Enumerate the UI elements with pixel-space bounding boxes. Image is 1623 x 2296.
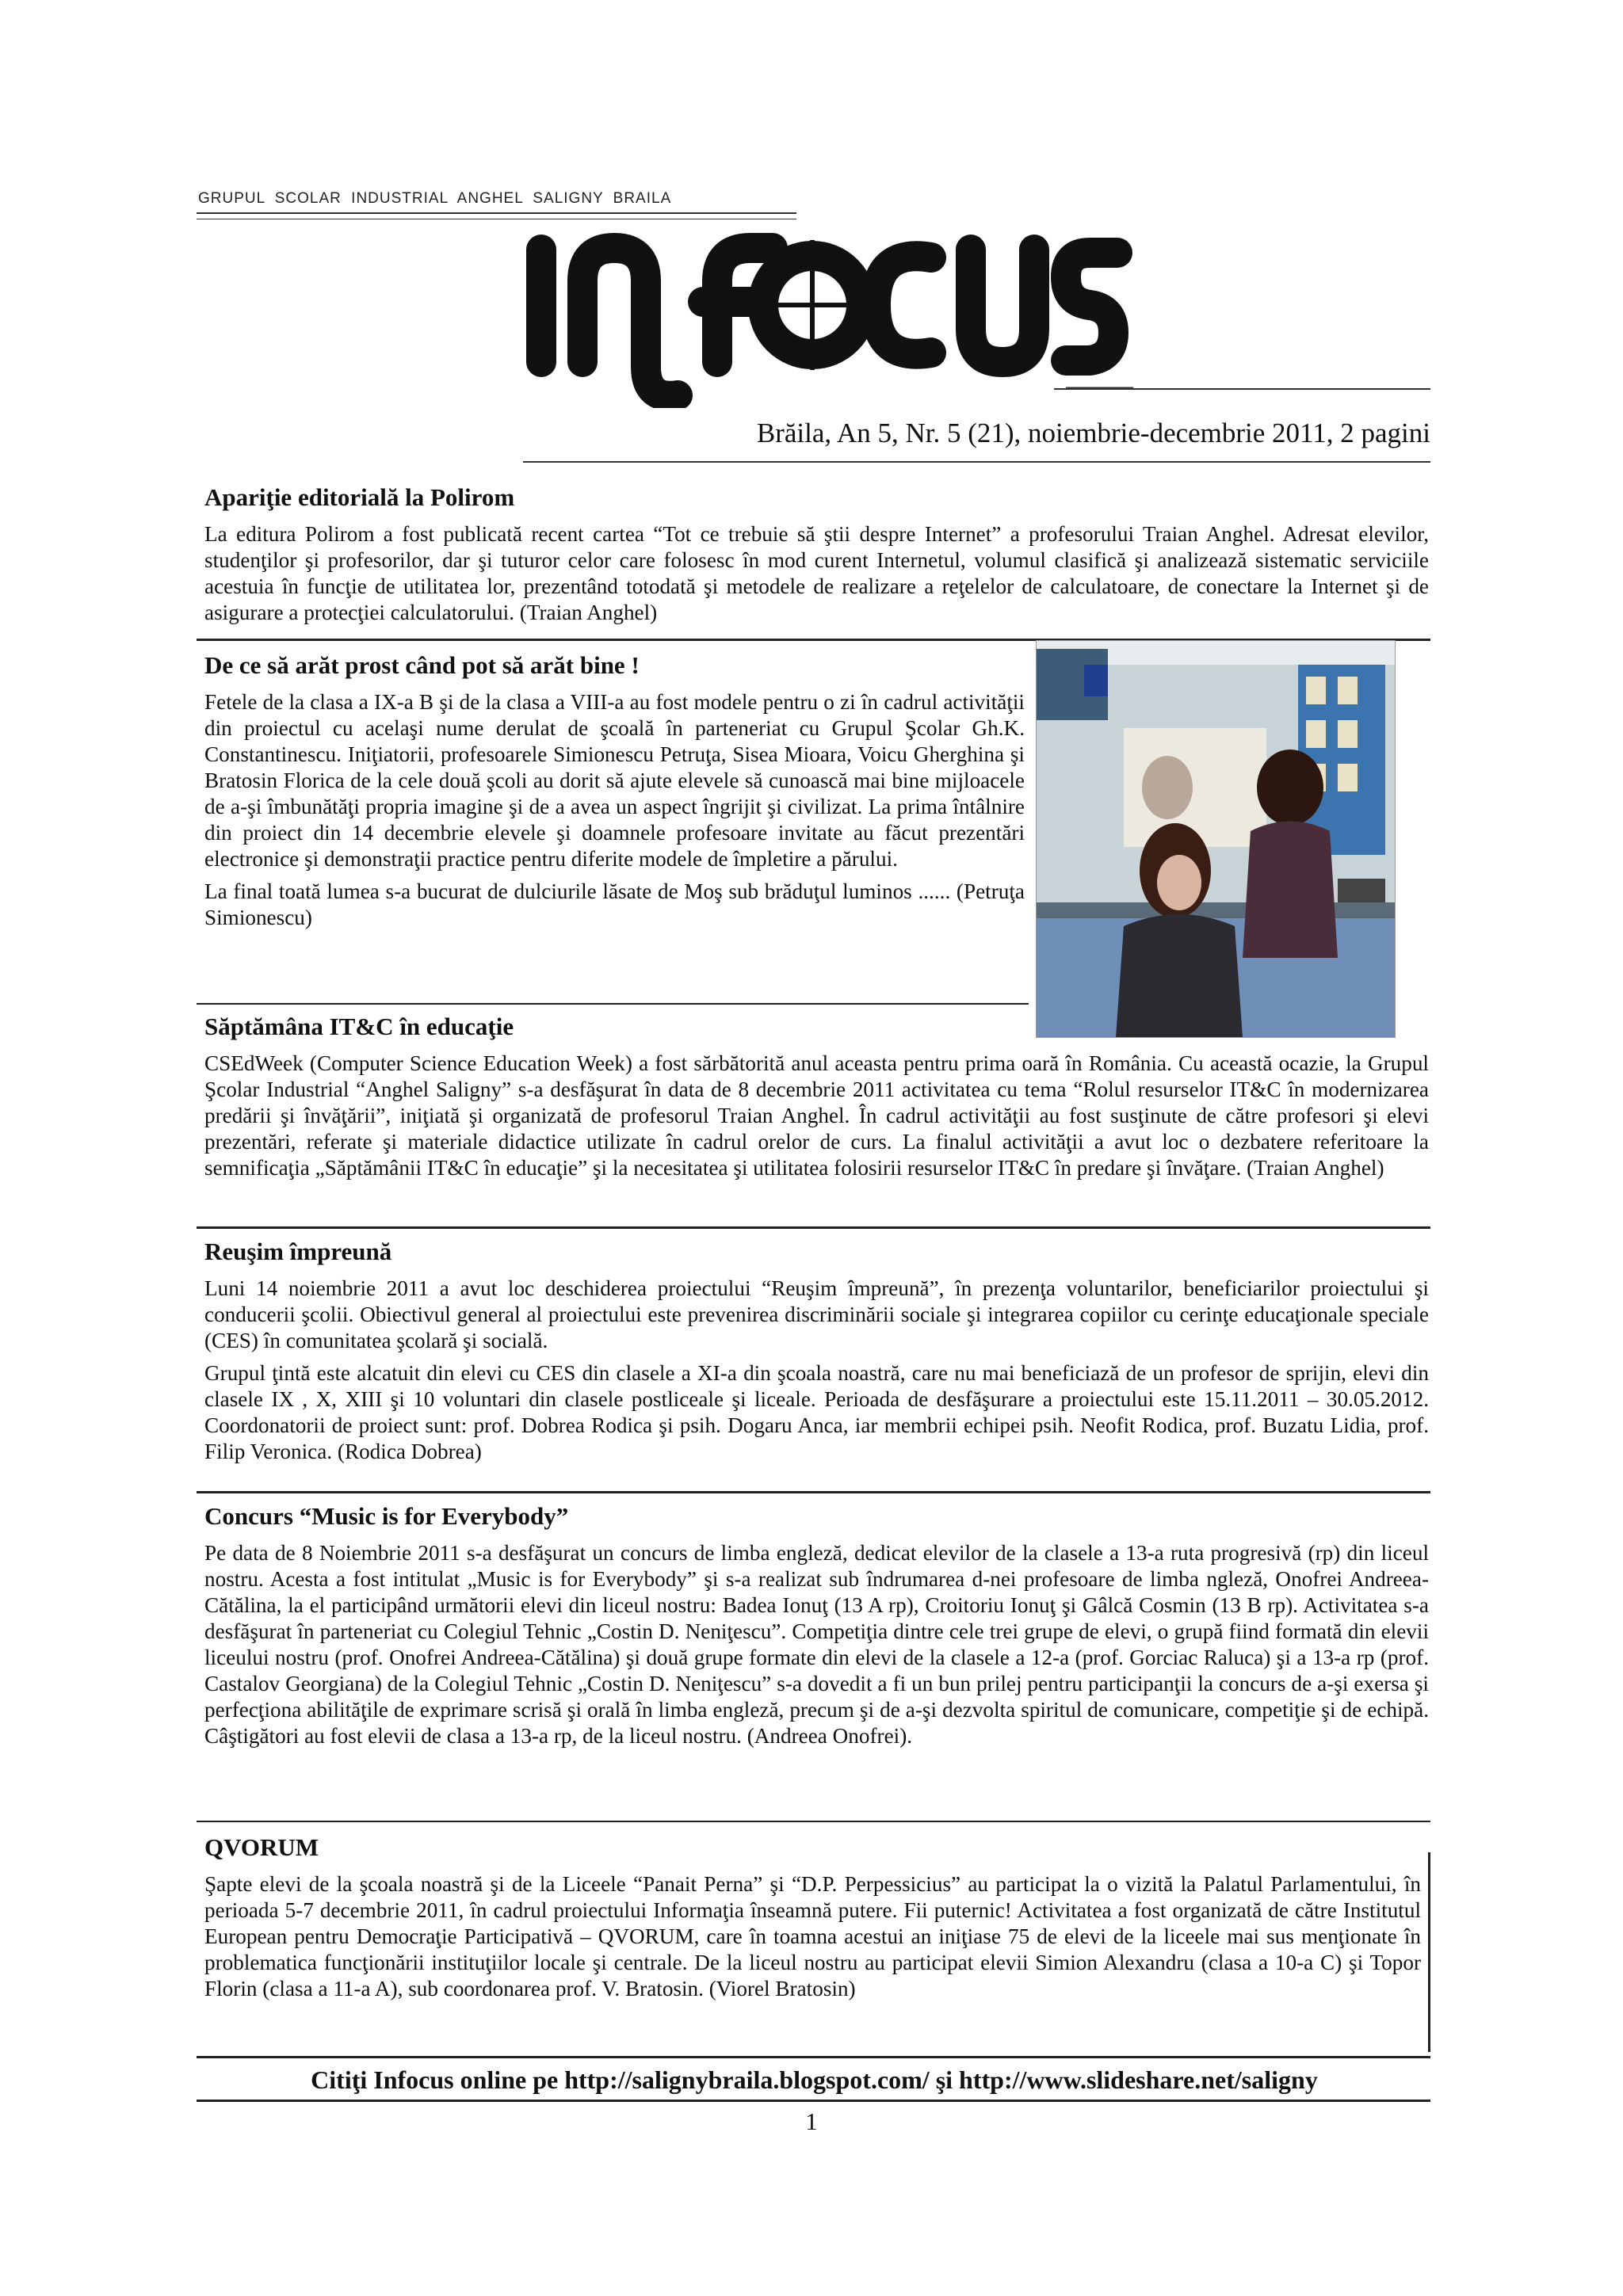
footer-link-line: Citiţi Infocus online pe http://salignybraila.blogspot.com/ şi http://www.slideshare.net/saligny xyxy=(311,2065,1318,2094)
footer-rule-top xyxy=(197,2056,1430,2058)
article-body: Pe data de 8 Noiembrie 2011 s-a desfăşurat un concurs de limba engleză, dedicat elevilor de la clasele a 13-a ruta progresivă (rp) din liceul nostru. Acesta a fost intitulat „Music is for Everybody” şi s-a realizat sub îndrumarea d-nei profesoare de limba ngleză, Onofrei Andreea-Cătălina, la el participând următorii elevi din liceul nostru: Badea Ionuţ (13 A rp), Croitoriu Ionuţ şi Gâlcă Cosmin (13 B rp). Activitatea s-a desfăşurat în parteneriat cu Colegiul Tehnic „Costin D. Neniţescu”. Competiţia dintre cele trei grupe de elevi, o grupă fiind formată din elevii liceului nostru (prof. Onofrei Andreea-Cătălina) şi două grupe formate din elevi de la clasele a 12-a (prof. Gorciac Raluca) şi a 13-a rp (prof. Castalov Georgiana) de la Colegiul Tehnic „Costin D. Neniţescu” s-a dovedit a fi un bun prilej pentru participanţii la concurs de a-şi exersa şi perfecţiona abilităţile de exprimare scrisă şi orală în limba engleză, precum şi de a-şi dezvolta spiritul de comunicare, competiţie şi de echipă. Câştigători au fost elevii de clasa a 13-a rp, de la liceul nostru. (Andreea Onofrei). xyxy=(204,1541,1429,1748)
article-title: De ce să arăt prost când pot să arăt bine ! xyxy=(204,651,640,679)
issue-line: Brăila, An 5, Nr. 5 (21), noiembrie-decembrie 2011, 2 pagini xyxy=(756,418,1430,448)
section-divider xyxy=(197,1491,1430,1493)
issue-rule xyxy=(523,461,1430,463)
classroom-photo xyxy=(1036,640,1396,1038)
article-body: Fetele de la clasa a IX-a B şi de la clasa a VIII-a au fost modele pentru o zi în cadrul activităţii din proiectul cu acelaşi nume derulat de şcoală în parteneriat cu Grupul Şcolar Gh.K. Constantinescu. Iniţiatorii, profesoarele Simionescu Petruţa, Sisea Mioara, Voicu Gherghina şi Bratosin Florica de la cele două şcoli au dorit să ajute elevele să cunoască mai bine mijloacele de a-şi îmbunătăţi propria imagine şi de a avea un aspect îngrijit şi civilizat. La prima întâlnire din proiect din 14 decembrie elevele şi doamnele profesoare invitate au făcut prezentări electronice şi demonstraţii practice pentru diferite modele de împletire a părului. xyxy=(204,690,1025,871)
article-title: Apariţie editorială la Polirom xyxy=(204,483,515,511)
masthead-rule xyxy=(1054,388,1430,390)
article-qvorum xyxy=(204,1833,1421,2002)
article-body: La editura Polirom a fost publicată recent cartea “Tot ce trebuie să ştii despre Internet” a profesorului Traian Anghel. Adresat elevilor, studenţilor şi profesorilor, dar şi tuturor celor care folosesc în mod curent Internetul, volumul clasifică şi analizează sistematic serviciile acestuia în funcţie de utilitatea lor, prezentând totodată şi metodele de realizare a reţelelor de calculatoare, de conectare la Internet şi de asigurare a protecţiei calculatorului. (Traian Anghel) xyxy=(204,522,1429,624)
article-itc xyxy=(204,1013,1429,1181)
article-music xyxy=(204,1502,1429,1749)
article-bine xyxy=(204,651,1025,931)
article-body: CSEdWeek (Computer Science Education Week) a fost sărbătorită anul aceasta pentru prima oară în România. Cu această ocazie, la Grupul Şcolar Industrial “Anghel Saligny” s-a desfăşurat în data de 8 decembrie 2011 activitatea cu tema “Rolul resurselor IT&C în modernizarea predării şi învăţării”, iniţiată şi organizată de profesorul Traian Anghel. În cadrul activităţii au fost susţinute de către profesori şi elevi prezentări, referate şi materiale didactice utilizate în cadrul orelor de curs. La finalul activităţii a avut loc o dezbatere referitoare la semnificaţia „Săptămânii IT&C în educaţie” şi la necesitatea şi utilitatea folosirii resurselor IT&C în predare şi învăţare. (Traian Anghel) xyxy=(204,1051,1429,1180)
article-title: Reuşim împreună xyxy=(204,1238,392,1265)
footer-rule-bottom xyxy=(197,2100,1430,2102)
box-top-rule xyxy=(197,1821,1430,1822)
article-body: Grupul ţintă este alcatuit din elevi cu CES din clasele a XI-a din şcoala noastră, care nu mai beneficiază de un profesor de sprijin, elevi din clasele IX , X, XIII şi 10 voluntari din clasele postliceale şi liceale. Perioada de desfăşurare a proiectului este 15.11.2011 – 30.05.2012. Coordonatorii de proiect sunt: prof. Dobrea Rodica şi psih. Dogaru Anca, iar membrii echipei psih. Neofit Rodica, prof. Buzatu Lidia, prof. Filip Veronica. (Rodica Dobrea) xyxy=(204,1361,1429,1463)
section-divider xyxy=(197,1226,1430,1229)
page-number: 1 xyxy=(805,2107,818,2135)
box-right-rule xyxy=(1428,1852,1430,2052)
article-polirom xyxy=(204,483,1429,626)
school-name: GRUPUL SCOLAR INDUSTRIAL ANGHEL SALIGNY BRAILA xyxy=(198,190,672,207)
article-body: Şapte elevi de la şcoala noastră şi de la Liceele “Panait Perna” şi “D.P. Perpessicius” au participat la o vizită la Palatul Parlamentului, în perioada 5-7 decembrie 2011, în cadrul proiectului Informaţia înseamnă putere. Fii puternic! Activitatea a fost organizată de către Institutul European pentru Democraţie Participativă – QVORUM, care în toamna acestui an iniţiase 75 de elevi de la liceele mai sus menţionate în problematica funcţionării instituţiilor locale şi centrale. De la liceul nostru au participat elevii Simion Alexandru (clasa a 10-a C) şi Topor Florin (clasa a 11-a A), sub coordonarea prof. V. Bratosin. (Viorel Bratosin) xyxy=(204,1872,1421,2000)
article-title: Săptămâna IT&C în educaţie xyxy=(204,1013,514,1040)
section-divider xyxy=(197,1003,1029,1005)
article-body: La final toată lumea s-a bucurat de dulciurile lăsate de Moş sub brăduţul luminos ...... (Petruţa Simionescu) xyxy=(204,879,1025,929)
article-reusim xyxy=(204,1238,1429,1465)
article-title: QVORUM xyxy=(204,1833,319,1861)
article-title: Concurs “Music is for Everybody” xyxy=(204,1502,569,1530)
header-rule-top xyxy=(197,212,796,214)
article-body: Luni 14 noiembrie 2011 a avut loc deschiderea proiectului “Reuşim împreună”, în prezenţa voluntarilor, beneficiarilor proiectului şi conducerii şcolii. Obiectivul general al proiectului este prevenirea discriminării sociale şi integrarea copiilor cu cerinţe educaţionale speciale (CES) în comunitatea şcolară şi socială. xyxy=(204,1276,1429,1352)
infocus-logo xyxy=(519,226,1133,408)
